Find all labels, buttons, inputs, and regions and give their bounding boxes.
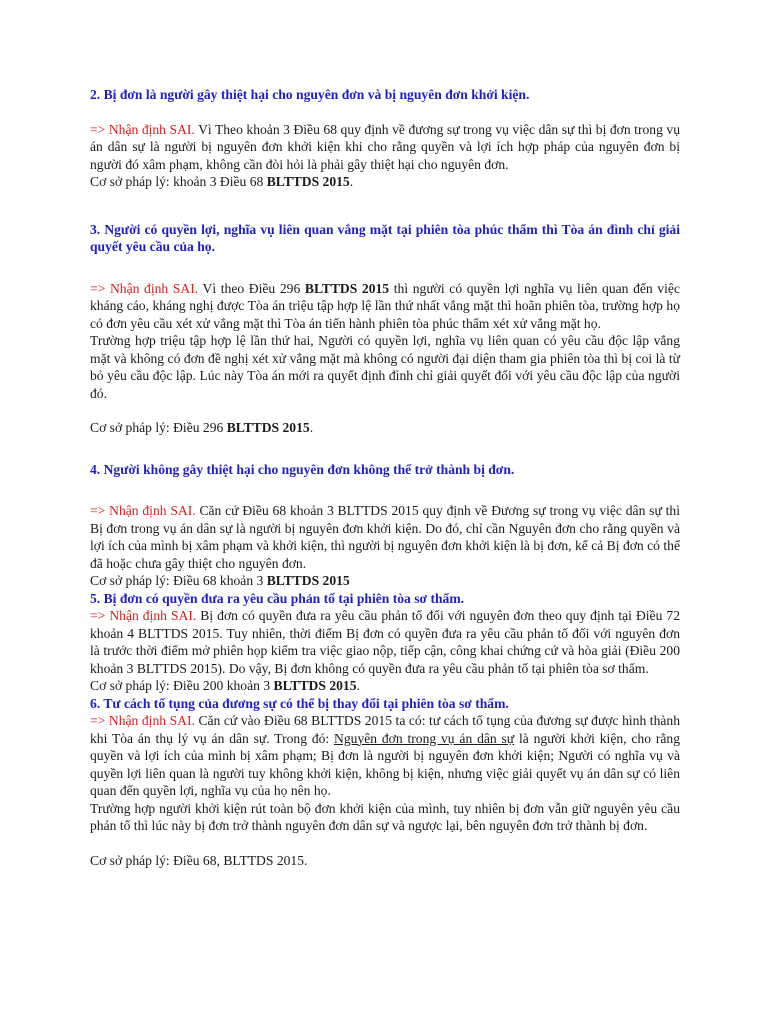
verdict-label: => Nhận định SAI.	[90, 280, 199, 296]
answer-6-paragraph-2: Trường hợp người khởi kiện rút toàn bộ đơn khởi kiện của mình, tuy nhiên bị đơn vẫn giữ nguyên yêu cầu phản tố thì lúc này bị đơn trở thành nguyên đơn dân sự và ngược lại, bên nguyên đơn trở thành bị đơn.	[90, 800, 680, 833]
question-3-heading: 3. Người có quyền lợi, nghĩa vụ liên quan vắng mặt tại phiên tòa phúc thẩm thì Tòa án đình chỉ giải quyết yêu cầu của họ.	[90, 221, 680, 254]
legal-basis-5: Cơ sở pháp lý: Điều 200 khoản 3 BLTTDS 2015.	[90, 678, 360, 693]
verdict-label: => Nhận định SAI.	[90, 503, 196, 518]
answer-5-paragraph: => Nhận định SAI. Bị đơn có quyền đưa ra yêu cầu phản tố đối với nguyên đơn theo quy định tại Điều 72 khoản 4 BLTTDS 2015. Tuy nhiên, thời điểm Bị đơn có quyền đưa ra yêu cầu phản tố đối với nguyên đơn là trước thời điểm mở phiên họp kiểm tra việc giao nộp, tiếp cận, công khai chứng cứ và hòa giải (Điều 200 khoản 3 BLTTDS 2015). Do vậy, Bị đơn không có quyền đưa ra yêu cầu phản tố tại phiên tòa sơ thẩm.	[90, 608, 680, 676]
question-2-heading: 2. Bị đơn là người gây thiệt hại cho nguyên đơn và bị nguyên đơn khởi kiện.	[90, 87, 530, 102]
verdict-label: => Nhận định SAI.	[90, 121, 195, 137]
answer-3-paragraph-2: Trường hợp triệu tập hợp lệ lần thứ hai, Người có quyền lợi, nghĩa vụ liên quan có yêu cầu độc lập vắng mặt và không có đơn đề nghị xét xử vắng mặt mà không có người đại diện tham gia phiên tòa thì bị coi là từ bỏ yêu cầu độc lập. Lúc này Tòa án mới ra quyết định đình chỉ giải quyết đối với yêu cầu độc lập của người đó.	[90, 333, 680, 401]
question-4-heading: 4. Người không gây thiệt hại cho nguyên đơn không thể trở thành bị đơn.	[90, 461, 515, 477]
document-page	[90, 86, 680, 869]
answer-text: Vì Theo khoản 3 Điều 68 quy định về đương sự trong vụ việc dân sự thì bị đơn trong vụ án dân sự là người bị nguyên đơn khởi kiện khi cho rằng quyền và lợi ích hợp pháp của nguyên đơn bị người đó xâm phạm, không cần đòi hỏi là phải gây thiệt hại cho nguyên đơn.	[90, 121, 680, 172]
verdict-label: => Nhận định SAI.	[90, 713, 195, 728]
legal-basis-3: Cơ sở pháp lý: Điều 296 BLTTDS 2015.	[90, 420, 314, 435]
answer-4-paragraph: => Nhận định SAI. Căn cứ Điều 68 khoản 3 BLTTDS 2015 quy định về Đương sự trong vụ việc dân sự thì Bị đơn trong vụ án dân sự là người bị nguyên đơn khởi kiện. Do đó, chỉ cần Nguyên đơn cho rằng quyền và lợi ích của mình bị xâm phạm và khởi kiện, thì người bị nguyên đơn khởi kiện là bị đơn, kể cả Bị đơn có thể đã hoặc chưa gây thiệt cho nguyên đơn.	[90, 503, 680, 571]
question-6-heading: 6. Tư cách tố tụng của đương sự có thể bị thay đổi tại phiên tòa sơ thẩm.	[90, 695, 509, 711]
legal-basis-4: Cơ sở pháp lý: Điều 68 khoản 3 BLTTDS 2015	[90, 573, 350, 588]
answer-3-paragraph: => Nhận định SAI. Vì theo Điều 296 BLTTDS 2015 thì người có quyền lợi nghĩa vụ liên quan đến việc kháng cáo, kháng nghị được Tòa án triệu tập hợp lệ lần thứ nhất vắng mặt thì hoãn phiên tòa, trường hợp họ có đơn yêu cầu xét xử vắng mặt thì Tòa án tiến hành phiên tòa phúc thẩm xét xử vắng mặt họ.	[90, 280, 681, 331]
answer-6-paragraph: => Nhận định SAI. Căn cứ vào Điều 68 BLTTDS 2015 ta có: tư cách tố tụng của đương sự được hình thành khi Tòa án thụ lý vụ án dân sự. Trong đó: Nguyên đơn trong vụ án dân sự là người khởi kiện, cho rằng quyền và lợi ích của mình bị xâm phạm; Bị đơn là người bị nguyên đơn khởi kiện; Người có nghĩa vụ và quyền lợi liên quan là người tuy không khởi kiện, không bị kiện, nhưng việc giải quyết vụ án dân sự có liên quan đến quyền lợi, nghĩa vụ của họ nên họ.	[90, 713, 680, 798]
answer-2-paragraph	[90, 121, 680, 174]
legal-basis-6: Cơ sở pháp lý: Điều 68, BLTTDS 2015.	[90, 852, 308, 868]
question-5-heading: 5. Bị đơn có quyền đưa ra yêu cầu phản tố tại phiên tòa sơ thẩm.	[90, 590, 465, 606]
underlined-term: Nguyên đơn trong vụ án dân sự	[334, 730, 515, 746]
verdict-label: => Nhận định SAI.	[90, 608, 197, 623]
legal-basis-2: Cơ sở pháp lý: khoản 3 Điều 68 BLTTDS 2015.	[90, 174, 354, 189]
